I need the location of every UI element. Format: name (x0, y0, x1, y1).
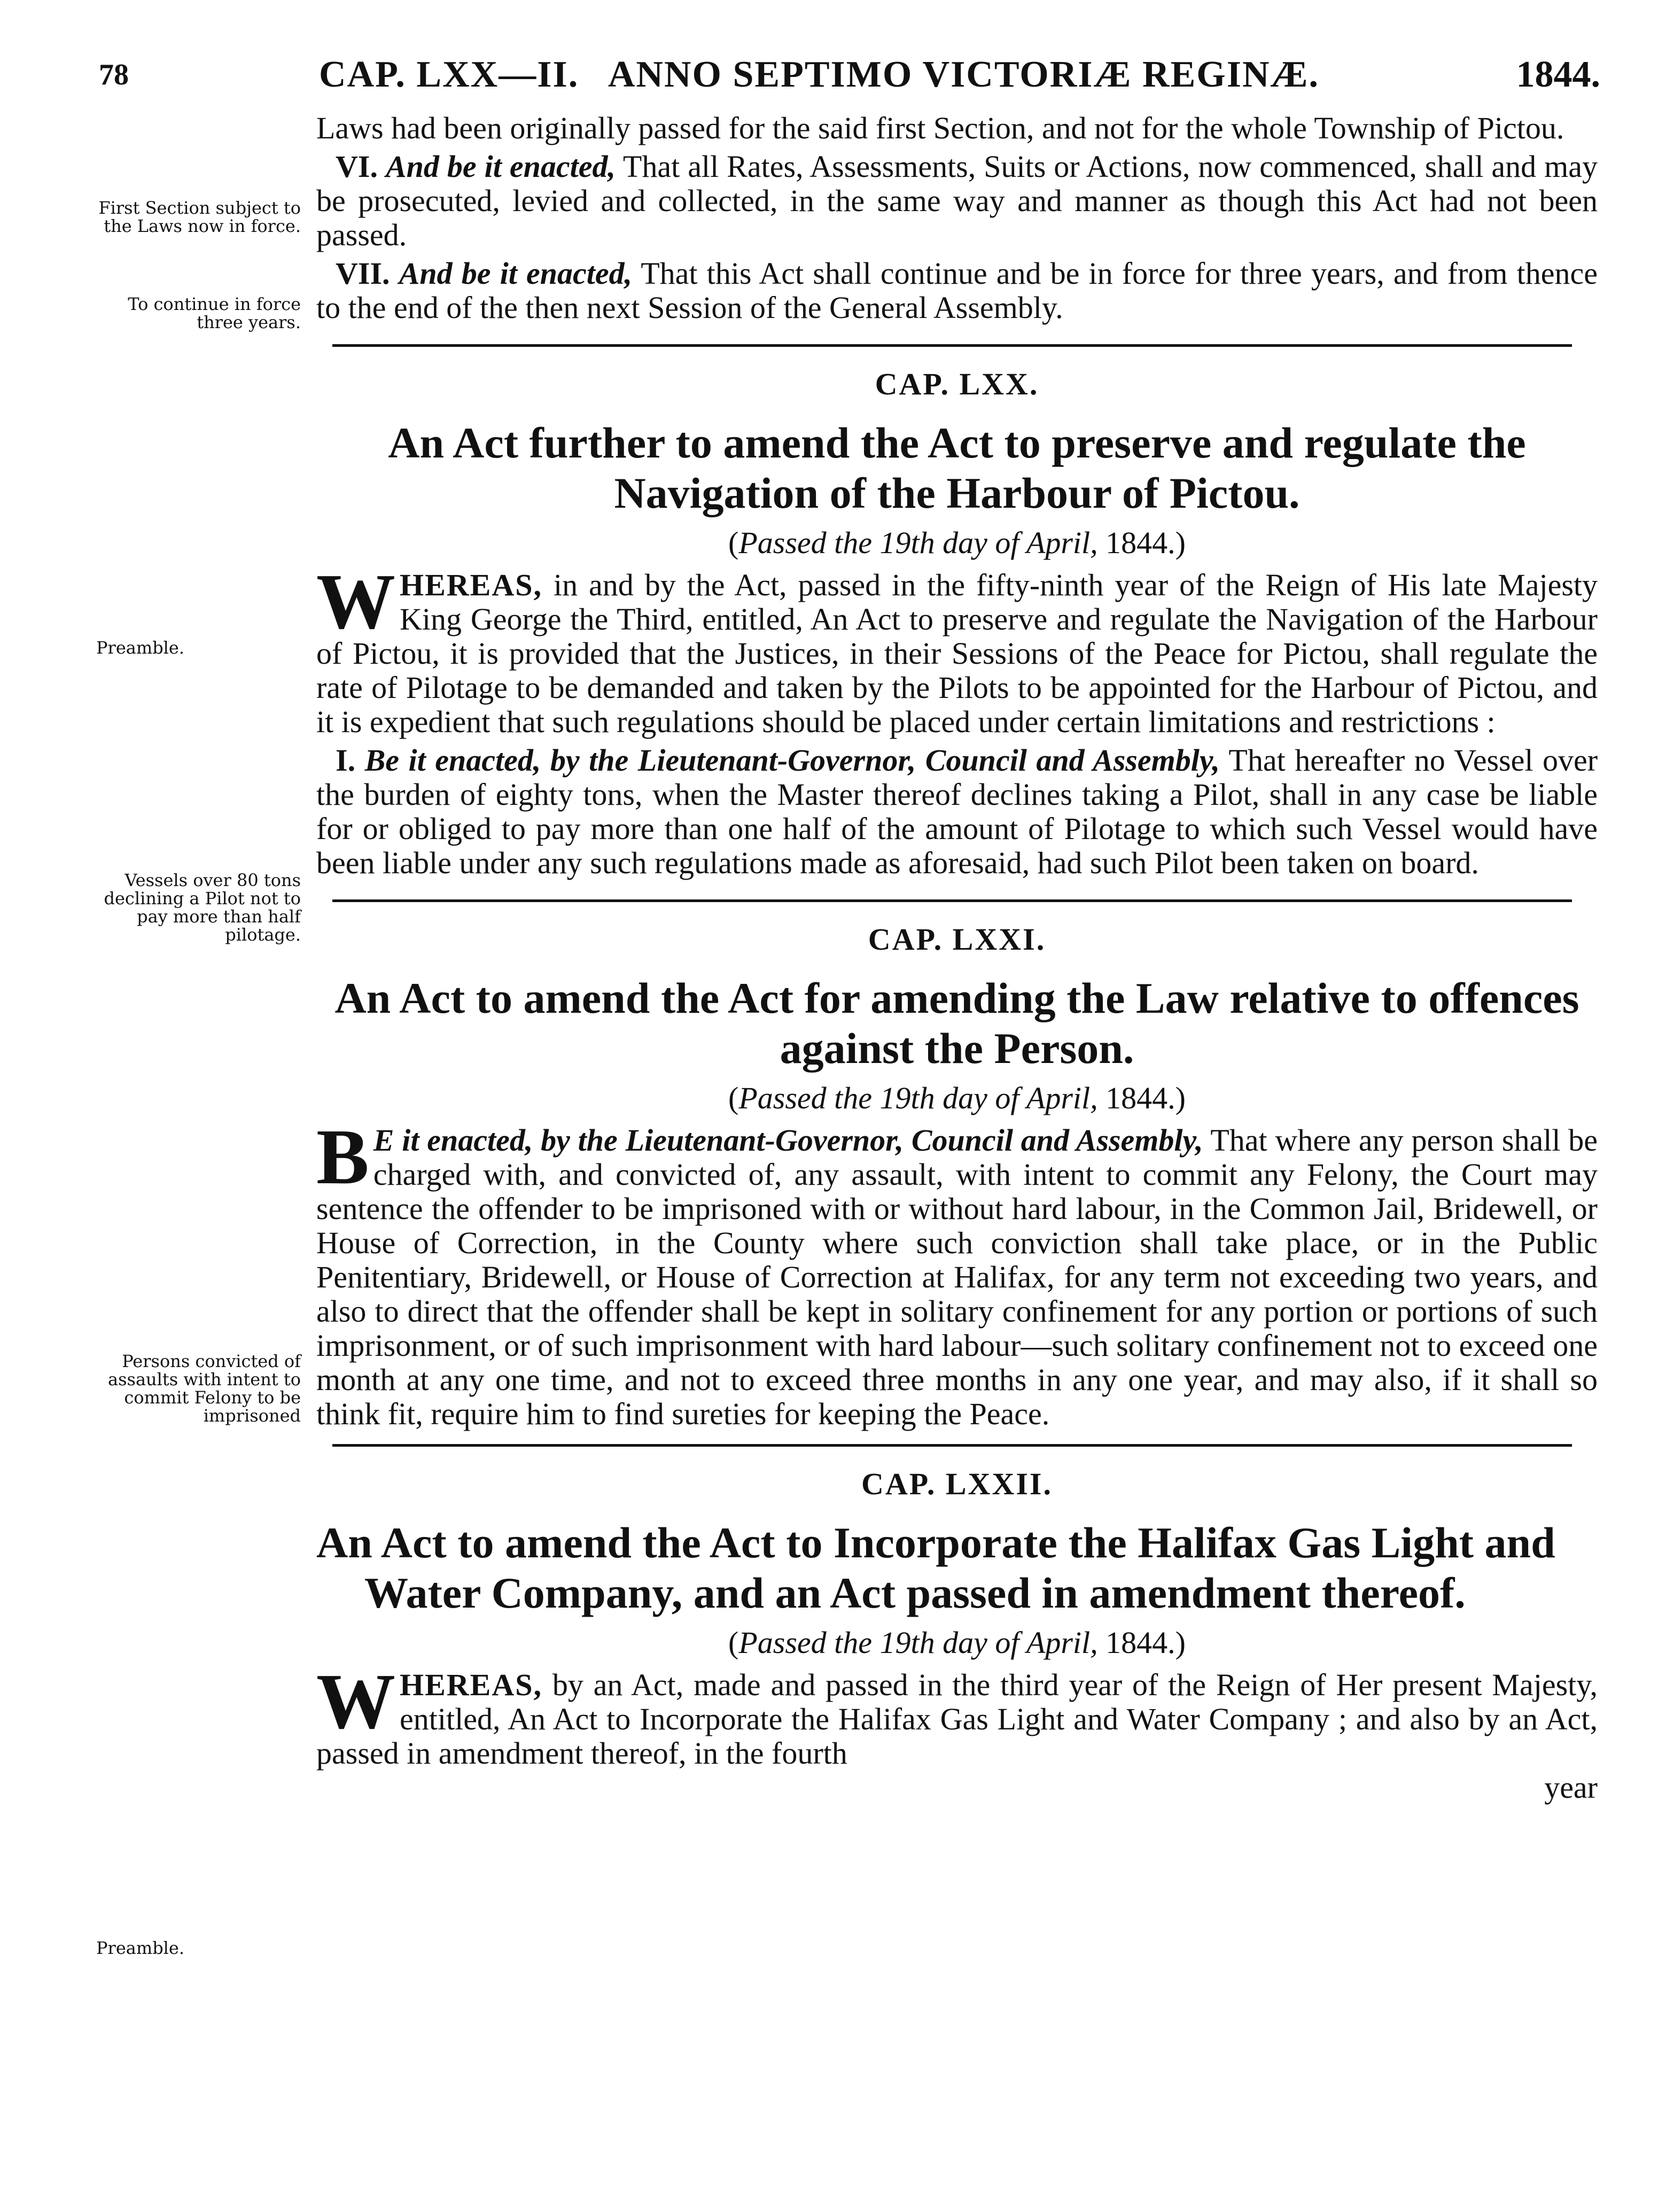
section-1 (316, 743, 1598, 880)
margin-note: Persons convicted of assaults with intent to commit Felony to be imprisoned (108, 1351, 301, 1426)
chapter-heading: CAP. LXXII. (861, 1466, 1053, 1501)
enacting-words: And be it enacted, (385, 149, 616, 184)
act-title: An Act further to amend the Act to preserve and regulate the Navigation of the Harbour of Pictou. (388, 418, 1526, 517)
section-divider (332, 1444, 1572, 1447)
section-text: That all Rates, Assessments, Suits or Actions, now commenced, shall and may be prosecuted, levied and collected, in the same way and manner as though this Act had not been passed. (316, 149, 1598, 252)
section-text: That this Act shall continue and be in force for three years, and from thence to the end of the then next Session of the General Assembly. (316, 256, 1598, 325)
header-year: 1844. (1516, 54, 1600, 95)
margin-note: Preamble. (96, 1938, 185, 1958)
drop-cap: W (316, 558, 395, 646)
chapter-heading: CAP. LXXI. (868, 922, 1046, 957)
passed-date: (Passed the 19th day of April, 1844.) (728, 1625, 1186, 1660)
preamble-paragraph: WHEREAS, in and by the Act, passed in the fifty-ninth year of the Reign of His late Majesty King George the Third, entitled, An Act to preserve and regulate the Navigation of the Harbour of Pictou, it is provided that the Justices, in their Sessions of the Peace for Pictou, shall regulate the rate of Pilotage to be demanded and taken by the Pilots to be appointed for the Harbour of Pictou, and it is expedient that such regulations should be placed under certain limitations and restrictions : (316, 558, 1598, 739)
drop-cap: B (316, 1113, 369, 1201)
chapter-heading: CAP. LXX. (875, 367, 1039, 401)
preamble-paragraph: WHEREAS, by an Act, made and passed in the third year of the Reign of Her present Majesty, entitled, An Act to Incorporate the Halifax Gas Light and Water Company ; and also by an Act, passed in amendment thereof, in the fourth (316, 1658, 1598, 1771)
margin-note: To continue in force three years. (128, 294, 301, 332)
section-divider (332, 899, 1572, 902)
enacting-words: Be it enacted, by the Lieutenant-Governor, Council and Assembly, (364, 743, 1220, 778)
continuation-paragraph: Laws had been originally passed for the said first Section, and not for the whole Township of Pictou. (316, 111, 1564, 145)
margin-note: Preamble. (96, 638, 185, 658)
catchword: year (1544, 1770, 1598, 1805)
section-number: I. (336, 743, 356, 778)
act-title: An Act to amend the Act for amending the Law relative to offences against the Person. (334, 974, 1579, 1073)
page-number: 78 (99, 58, 129, 91)
passed-date: (Passed the 19th day of April, 1844.) (728, 525, 1186, 560)
running-title: CAP. LXX—II. ANNO SEPTIMO VICTORIÆ REGINÆ. (319, 54, 1320, 95)
section-divider (332, 344, 1572, 347)
margin-note: First Section subject to the Laws now in force. (98, 198, 301, 236)
section-text: That hereafter no Vessel over the burden of eighty tons, when the Master thereof declines taking a Pilot, shall in any case be liable for or obliged to pay more than one half of the amount of Pilotage to which such Vessel would have been liable under any such regulations made as aforesaid, had such Pilot been taken on board. (316, 743, 1598, 880)
margin-note: Vessels over 80 tons declining a Pilot not to pay more than half pilotage. (104, 870, 301, 945)
section-6 (316, 150, 1598, 252)
section-number: VI. (336, 149, 378, 184)
enacting-paragraph: B E it enacted, by the Lieutenant-Governor, Council and Assembly, That where any person shall be charged with, and convicted of, any assault, with intent to commit any Felony, the Court may sentence the offender to be imprisoned with or without hard labour, in the Common Jail, Bridewell, or House of Correction, in the County where such conviction shall take place, or in the Public Penitentiary, Bridewell, or House of Correction at Halifax, for any term not exceeding two years, and also to direct that the offender shall be kept in solitary confinement for any portion or portions of such imprisonment, or of such imprisonment with hard labour—such solitary confinement not to exceed one month at any one time, and not to exceed three months in any one year, and may also, if it shall so think fit, require him to find sureties for keeping the Peace. (316, 1113, 1598, 1431)
main-text (316, 111, 1598, 1805)
section-7 (316, 257, 1598, 325)
enacting-words: And be it enacted, (399, 256, 633, 291)
passed-date: (Passed the 19th day of April, 1844.) (728, 1081, 1186, 1115)
act-title: An Act to amend the Act to Incorporate the Halifax Gas Light and Water Company, and an Act passed in amendment thereof. (316, 1518, 1555, 1617)
section-number: VII. (336, 256, 390, 291)
drop-cap: W (316, 1658, 395, 1745)
